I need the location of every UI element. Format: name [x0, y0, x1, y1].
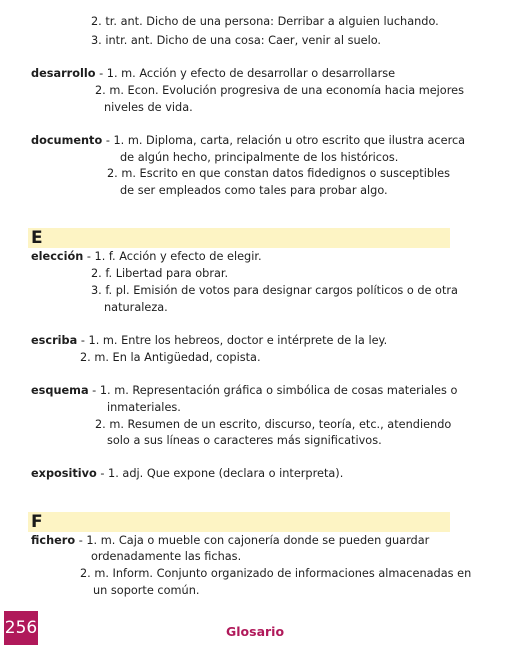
definition-line: naturaleza.: [104, 301, 168, 314]
entry-escriba: [31, 334, 387, 348]
definition-line: de ser empleados como tales para probar algo.: [120, 184, 388, 197]
footer-title: Glosario: [226, 624, 285, 639]
definition-line: 2. m. Inform. Conjunto organizado de informaciones almacenadas en: [80, 567, 472, 580]
definition-line: 2. m. En la Antigüedad, copista.: [80, 351, 261, 364]
definition-text: - 1. m. Diploma, carta, relación u otro escrito que ilustra acerca: [102, 134, 466, 147]
entry-documento: [31, 134, 465, 148]
term: desarrollo: [31, 67, 96, 80]
section-band-e: [28, 228, 450, 248]
definition-text: - 1. m. Acción y efecto de desarrollar o desarrollarse: [95, 67, 396, 80]
definition-line: 2. m. Econ. Evolución progresiva de una economía hacia mejores: [95, 84, 464, 97]
entry-desarrollo: [31, 67, 395, 81]
definition-line: ordenadamente las fichas.: [91, 550, 242, 563]
entry-fichero: [31, 534, 429, 548]
definition-text: - 1. m. Entre los hebreos, doctor e intérprete de la ley.: [77, 334, 388, 347]
definition-line: inmateriales.: [107, 401, 181, 414]
section-letter-e: E: [31, 228, 43, 248]
term: expositivo: [31, 467, 97, 480]
term: elección: [31, 250, 84, 263]
definition-line: de algún hecho, principalmente de los históricos.: [120, 151, 399, 164]
page-number: 256: [4, 611, 38, 645]
definition-line: 2. f. Libertad para obrar.: [91, 267, 229, 280]
entry-expositivo: [31, 467, 343, 481]
definition-line: 3. intr. ant. Dicho de una cosa: Caer, venir al suelo.: [91, 34, 382, 47]
entry-eleccion: [31, 250, 262, 264]
term: fichero: [31, 534, 76, 547]
definition-text: - 1. adj. Que expone (declara o interpreta).: [96, 467, 344, 480]
definition-line: 3. f. pl. Emisión de votos para designar cargos políticos o de otra: [91, 284, 458, 297]
definition-text: - 1. m. Caja o mueble con cajonería donde se pueden guardar: [75, 534, 430, 547]
section-letter-f: F: [31, 512, 43, 532]
definition-line: 2. tr. ant. Dicho de una persona: Derribar a alguien luchando.: [91, 15, 439, 28]
definition-line: 2. m. Escrito en que constan datos fidedignos o susceptibles: [107, 167, 451, 180]
definition-line: un soporte común.: [93, 584, 200, 597]
section-band-f: [28, 512, 450, 532]
definition-text: - 1. f. Acción y efecto de elegir.: [83, 250, 262, 263]
definition-line: 2. m. Resumen de un escrito, discurso, teoría, etc., atendiendo: [95, 418, 452, 431]
term: esquema: [31, 384, 89, 397]
definition-text: - 1. m. Representación gráfica o simbólica de cosas materiales o: [88, 384, 458, 397]
term: documento: [31, 134, 103, 147]
definition-line: niveles de vida.: [104, 101, 193, 114]
term: escriba: [31, 334, 78, 347]
entry-esquema: [31, 384, 457, 398]
definition-line: solo a sus líneas o caracteres más significativos.: [107, 434, 382, 447]
